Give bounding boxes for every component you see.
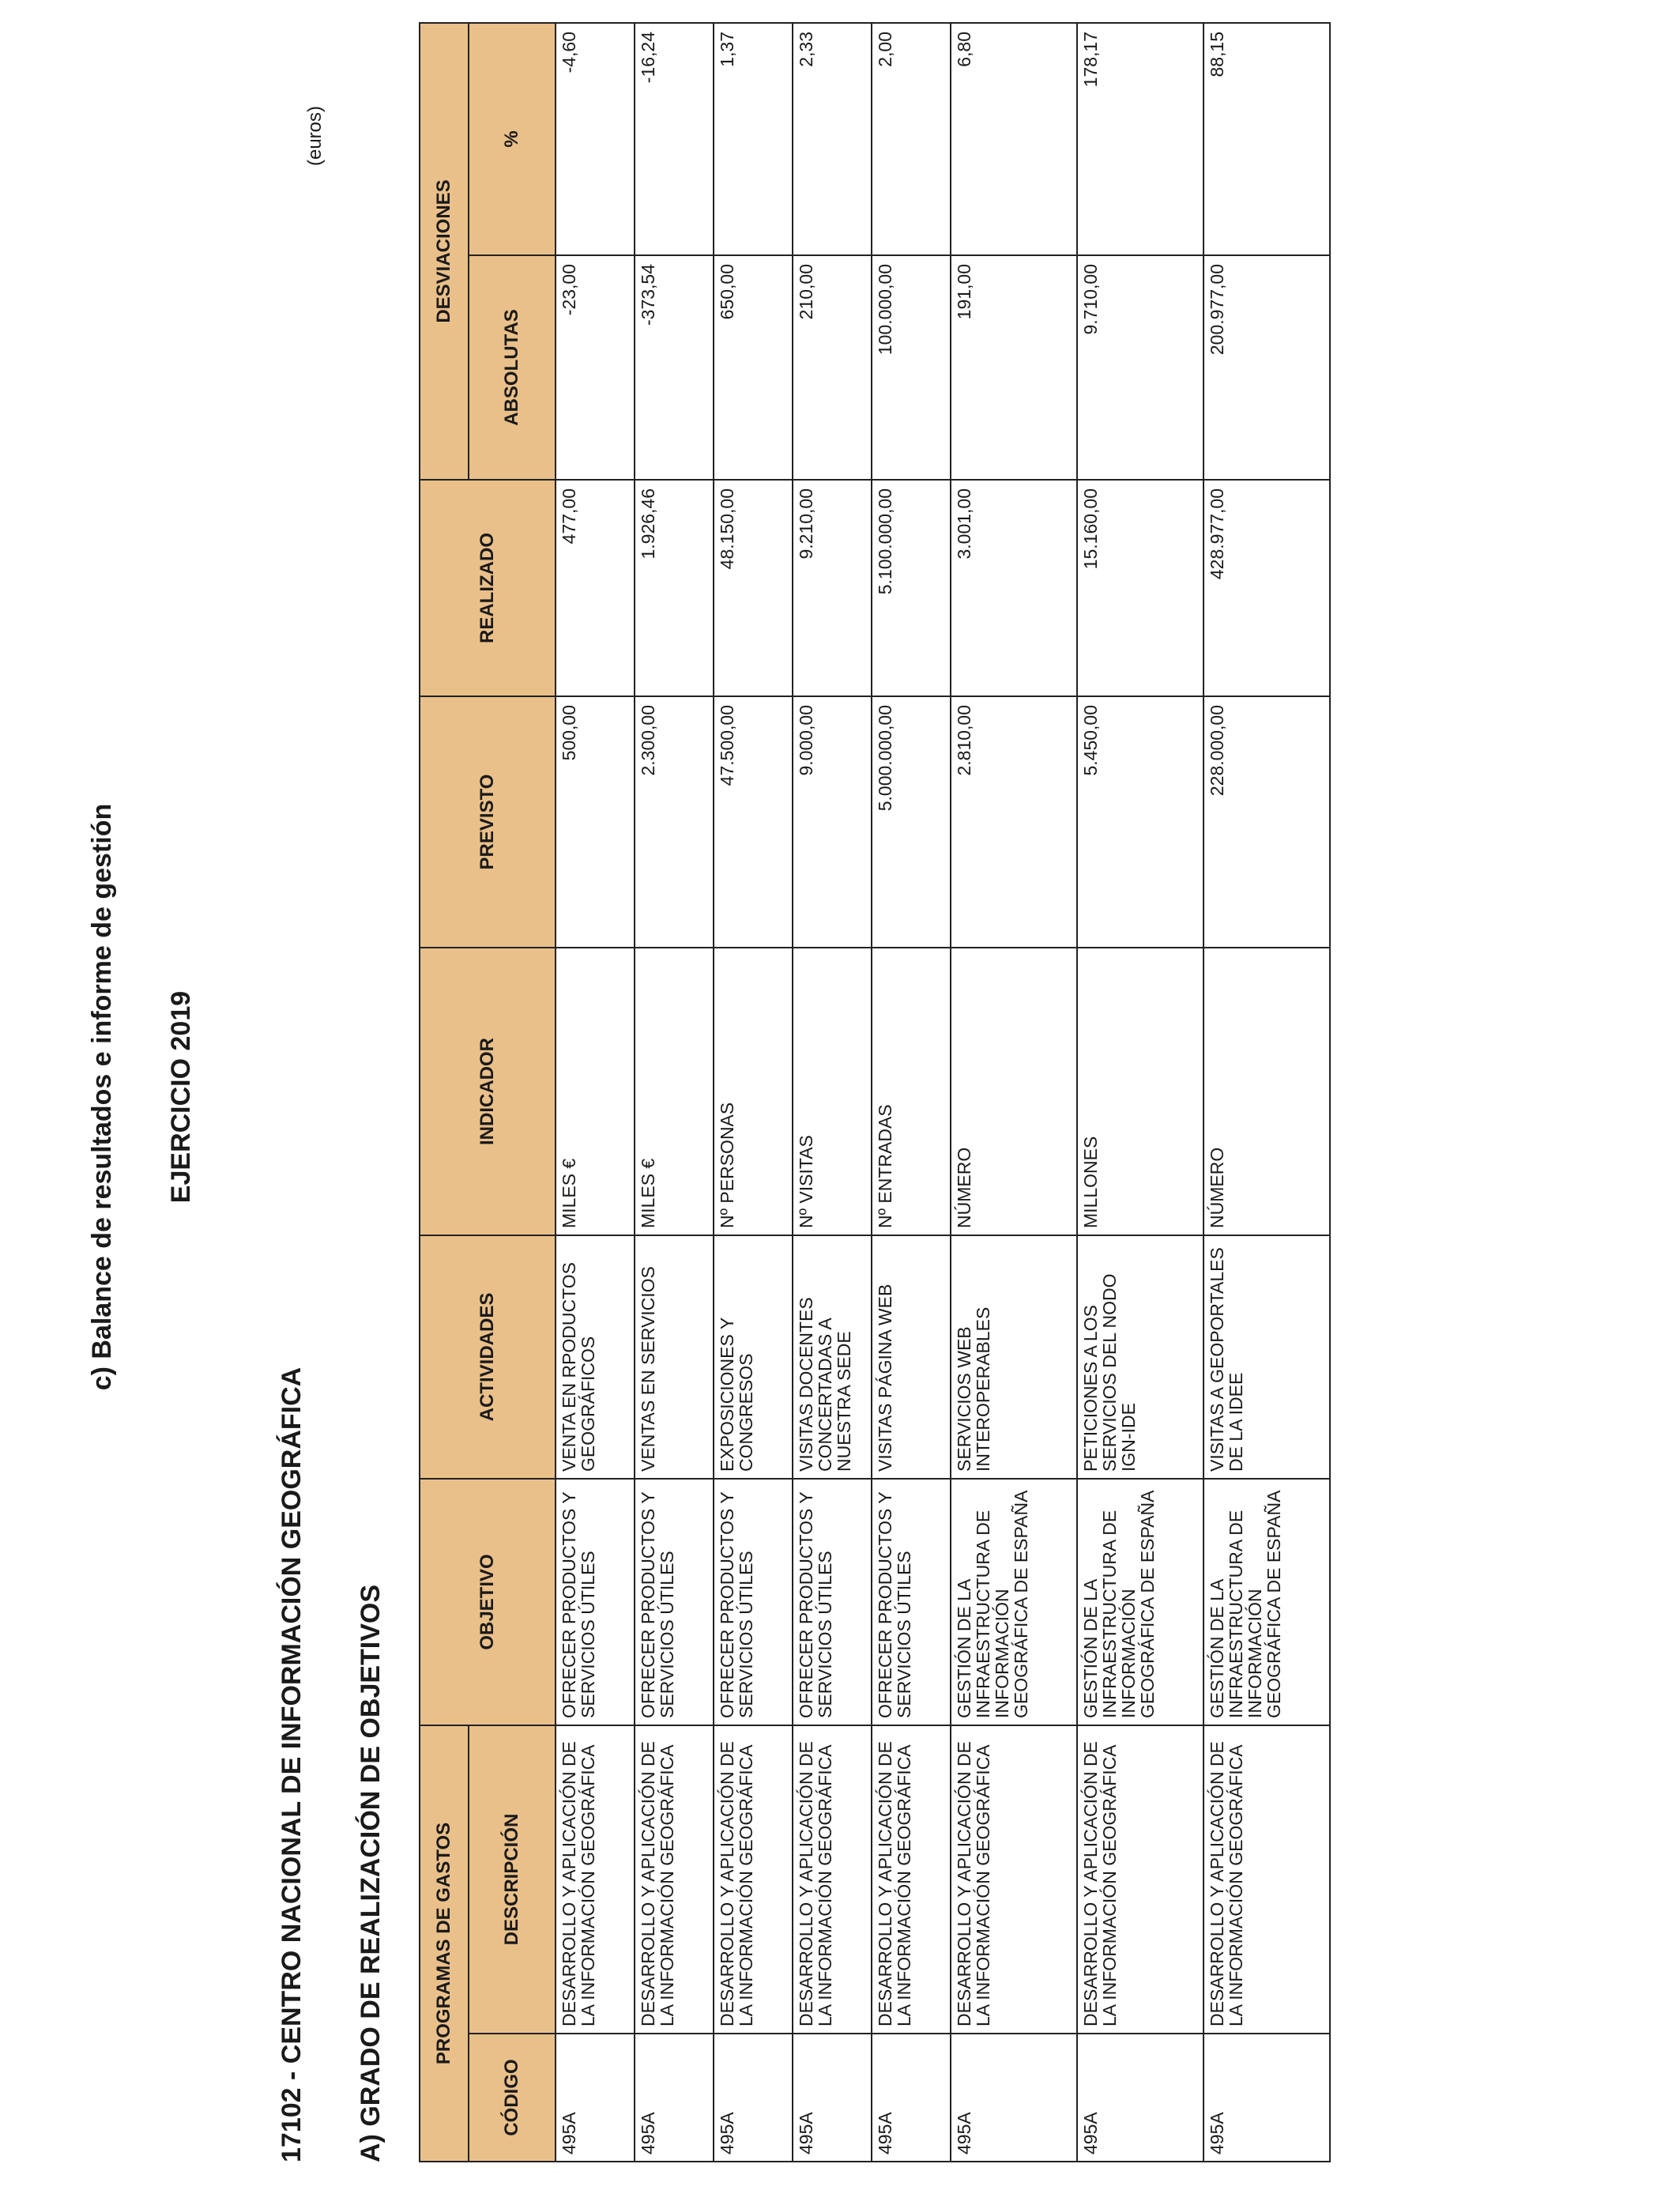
exercise-title: EJERCICIO 2019	[166, 990, 196, 1204]
group-header-programas: PROGRAMAS DE GASTOS	[420, 1725, 469, 2162]
cell-codigo: 495A	[872, 2034, 951, 2162]
cell-objetivo: OFRECER PRODUCTOS Y SERVICIOS ÚTILES	[556, 1479, 635, 1725]
entity-title: 17102 - CENTRO NACIONAL DE INFORMACIÓN GEOGRÁFICA	[277, 1367, 307, 2162]
cell-previsto: 2.810,00	[951, 696, 1077, 948]
cell-objetivo: OFRECER PRODUCTOS Y SERVICIOS ÚTILES	[793, 1479, 872, 1725]
cell-previsto: 2.300,00	[635, 696, 714, 948]
cell-indicador: MILES €	[635, 948, 714, 1235]
cell-objetivo: GESTIÓN DE LA INFRAESTRUCTURA DE INFORMACIÓN GEOGRÁFICA DE ESPAÑA	[1203, 1479, 1330, 1725]
cell-codigo: 495A	[635, 2034, 714, 2162]
cell-absolutas: 191,00	[951, 255, 1077, 480]
cell-absolutas: 210,00	[793, 255, 872, 480]
cell-previsto: 228.000,00	[1203, 696, 1330, 948]
cell-objetivo: GESTIÓN DE LA INFRAESTRUCTURA DE INFORMACIÓN GEOGRÁFICA DE ESPAÑA	[1077, 1479, 1203, 1725]
cell-indicador: Nº VISITAS	[793, 948, 872, 1235]
cell-realizado: 428.977,00	[1203, 480, 1330, 696]
cell-actividades: VISITAS DOCENTES CONCERTADAS A NUESTRA SEDE	[793, 1235, 872, 1479]
col-header-actividades: ACTIVIDADES	[420, 1235, 556, 1479]
cell-previsto: 47.500,00	[714, 696, 793, 948]
cell-porcentaje: -4,60	[556, 23, 635, 255]
cell-porcentaje: 1,37	[714, 23, 793, 255]
cell-porcentaje: -16,24	[635, 23, 714, 255]
cell-actividades: VENTA EN RPODUCTOS GEOGRÁFICOS	[556, 1235, 635, 1479]
cell-realizado: 1.926,46	[635, 480, 714, 696]
cell-actividades: SERVICIOS WEB INTEROPERABLES	[951, 1235, 1077, 1479]
table-row	[951, 23, 1077, 2162]
col-header-descripcion: DESCRIPCIÓN	[469, 1725, 556, 2034]
cell-realizado: 3.001,00	[951, 480, 1077, 696]
cell-realizado: 477,00	[556, 480, 635, 696]
cell-indicador: Nº PERSONAS	[714, 948, 793, 1235]
cell-descripcion: DESARROLLO Y APLICACIÓN DE LA INFORMACIÓN GEOGRÁFICA	[1077, 1725, 1203, 2034]
col-header-porcentaje: %	[469, 23, 556, 255]
cell-actividades: PETICIONES A LOS SERVICIOS DEL NODO IGN-IDE	[1077, 1235, 1203, 1479]
cell-absolutas: 650,00	[714, 255, 793, 480]
cell-absolutas: 200.977,00	[1203, 255, 1330, 480]
table-row	[872, 23, 951, 2162]
cell-realizado: 5.100.000,00	[872, 480, 951, 696]
cell-previsto: 5.450,00	[1077, 696, 1203, 948]
cell-actividades: VISITAS PÁGINA WEB	[872, 1235, 951, 1479]
cell-codigo: 495A	[951, 2034, 1077, 2162]
cell-objetivo: OFRECER PRODUCTOS Y SERVICIOS ÚTILES	[714, 1479, 793, 1725]
cell-porcentaje: 6,80	[951, 23, 1077, 255]
cell-absolutas: -373,54	[635, 255, 714, 480]
cell-objetivo: OFRECER PRODUCTOS Y SERVICIOS ÚTILES	[872, 1479, 951, 1725]
cell-realizado: 15.160,00	[1077, 480, 1203, 696]
table-row	[793, 23, 872, 2162]
cell-realizado: 9.210,00	[793, 480, 872, 696]
table-row	[556, 23, 635, 2162]
cell-realizado: 48.150,00	[714, 480, 793, 696]
table-row	[1203, 23, 1330, 2162]
cell-absolutas: -23,00	[556, 255, 635, 480]
table-row	[1077, 23, 1203, 2162]
cell-actividades: EXPOSICIONES Y CONGRESOS	[714, 1235, 793, 1479]
cell-descripcion: DESARROLLO Y APLICACIÓN DE LA INFORMACIÓN GEOGRÁFICA	[793, 1725, 872, 2034]
section-title: A) GRADO DE REALIZACIÓN DE OBJETIVOS	[356, 1584, 386, 2162]
cell-porcentaje: 178,17	[1077, 23, 1203, 255]
col-header-codigo: CÓDIGO	[469, 2034, 556, 2162]
cell-objetivo: GESTIÓN DE LA INFRAESTRUCTURA DE INFORMACIÓN GEOGRÁFICA DE ESPAÑA	[951, 1479, 1077, 1725]
cell-descripcion: DESARROLLO Y APLICACIÓN DE LA INFORMACIÓN GEOGRÁFICA	[556, 1725, 635, 2034]
cell-porcentaje: 2,00	[872, 23, 951, 255]
col-header-objetivo: OBJETIVO	[420, 1479, 556, 1725]
col-header-absolutas: ABSOLUTAS	[469, 255, 556, 480]
cell-actividades: VENTAS EN SERVICIOS	[635, 1235, 714, 1479]
units-note: (euros)	[304, 105, 326, 166]
cell-indicador: MILES €	[556, 948, 635, 1235]
table-row	[714, 23, 793, 2162]
cell-indicador: NÚMERO	[951, 948, 1077, 1235]
cell-codigo: 495A	[793, 2034, 872, 2162]
col-header-indicador: INDICADOR	[420, 948, 556, 1235]
group-header-desviaciones: DESVIACIONES	[420, 23, 469, 480]
cell-descripcion: DESARROLLO Y APLICACIÓN DE LA INFORMACIÓN GEOGRÁFICA	[951, 1725, 1077, 2034]
cell-codigo: 495A	[1077, 2034, 1203, 2162]
cell-codigo: 495A	[714, 2034, 793, 2162]
cell-indicador: Nº ENTRADAS	[872, 948, 951, 1235]
col-header-previsto: PREVISTO	[420, 696, 556, 948]
cell-descripcion: DESARROLLO Y APLICACIÓN DE LA INFORMACIÓN GEOGRÁFICA	[1203, 1725, 1330, 2034]
cell-absolutas: 9.710,00	[1077, 255, 1203, 480]
cell-previsto: 5.000.000,00	[872, 696, 951, 948]
cell-indicador: NÚMERO	[1203, 948, 1330, 1235]
cell-previsto: 9.000,00	[793, 696, 872, 948]
cell-codigo: 495A	[556, 2034, 635, 2162]
objectives-table	[419, 22, 1331, 2162]
cell-descripcion: DESARROLLO Y APLICACIÓN DE LA INFORMACIÓN GEOGRÁFICA	[635, 1725, 714, 2034]
report-title: c) Balance de resultados e informe de gestión	[87, 803, 117, 1391]
cell-porcentaje: 88,15	[1203, 23, 1330, 255]
cell-objetivo: OFRECER PRODUCTOS Y SERVICIOS ÚTILES	[635, 1479, 714, 1725]
cell-previsto: 500,00	[556, 696, 635, 948]
cell-actividades: VISITAS A GEOPORTALES DE LA IDEE	[1203, 1235, 1330, 1479]
cell-porcentaje: 2,33	[793, 23, 872, 255]
cell-codigo: 495A	[1203, 2034, 1330, 2162]
col-header-realizado: REALIZADO	[420, 480, 556, 696]
cell-descripcion: DESARROLLO Y APLICACIÓN DE LA INFORMACIÓN GEOGRÁFICA	[714, 1725, 793, 2034]
table-row	[635, 23, 714, 2162]
cell-indicador: MILLONES	[1077, 948, 1203, 1235]
cell-absolutas: 100.000,00	[872, 255, 951, 480]
cell-descripcion: DESARROLLO Y APLICACIÓN DE LA INFORMACIÓN GEOGRÁFICA	[872, 1725, 951, 2034]
